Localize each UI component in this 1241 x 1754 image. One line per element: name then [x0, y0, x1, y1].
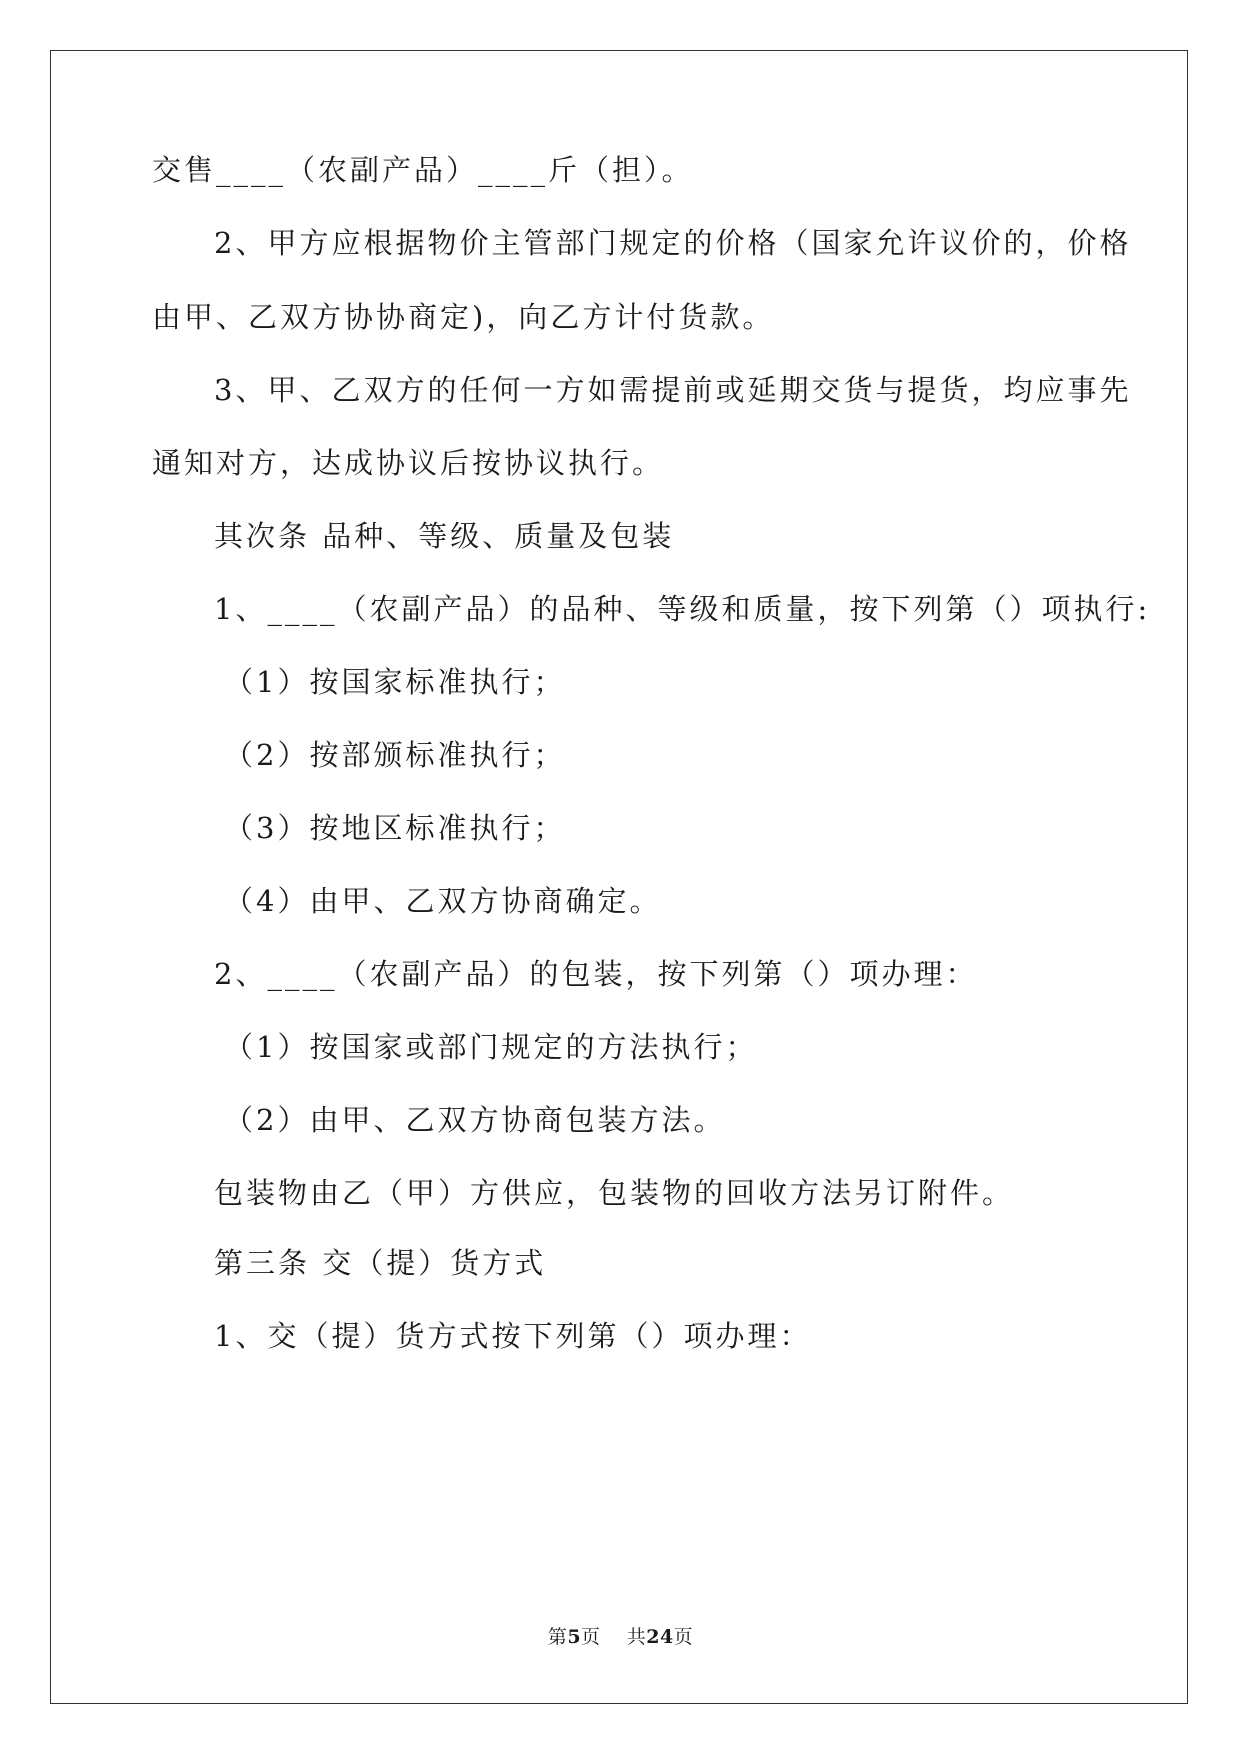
section-heading-3: 第三条 交（提）货方式 [214, 1246, 547, 1280]
text-line-7: 1、____（农副产品）的品种、等级和质量，按下列第（）项执行: [214, 592, 1151, 626]
text-line-2: 2、甲方应根据物价主管部门规定的价格（国家允许议价的，价格 [214, 226, 1132, 260]
text-line-3: 由甲、乙双方协协商定)，向乙方计付货款。 [152, 300, 775, 334]
footer-prefix: 第 [547, 1626, 568, 1648]
text-line-17: 1、交（提）货方式按下列第（）项办理： [214, 1319, 812, 1353]
page-number: 5 [567, 1626, 582, 1648]
footer-mid: 页 共 [581, 1626, 647, 1648]
section-heading-2: 其次条 品种、等级、质量及包装 [214, 519, 675, 553]
list-item-5: （1）按国家或部门规定的方法执行； [224, 1030, 758, 1064]
footer-suffix: 页 [673, 1626, 694, 1648]
list-item-1: （1）按国家标准执行； [224, 665, 566, 699]
page-footer [0, 1622, 1241, 1649]
page-total: 24 [646, 1626, 674, 1648]
text-line-1: 交售____（农副产品）____斤（担）。 [152, 153, 694, 187]
text-line-15: 包装物由乙（甲）方供应，包装物的回收方法另订附件。 [214, 1176, 1015, 1210]
text-line-12: 2、____（农副产品）的包装，按下列第（）项办理： [214, 957, 978, 991]
list-item-4: （4）由甲、乙双方协商确定。 [224, 884, 662, 918]
text-line-4: 3、甲、乙双方的任何一方如需提前或延期交货与提货，均应事先 [214, 373, 1132, 407]
list-item-2: （2）按部颁标准执行； [224, 738, 566, 772]
list-item-3: （3）按地区标准执行； [224, 811, 566, 845]
text-line-5: 通知对方，达成协议后按协议执行。 [152, 446, 665, 480]
list-item-6: （2）由甲、乙双方协商包装方法。 [224, 1103, 726, 1137]
